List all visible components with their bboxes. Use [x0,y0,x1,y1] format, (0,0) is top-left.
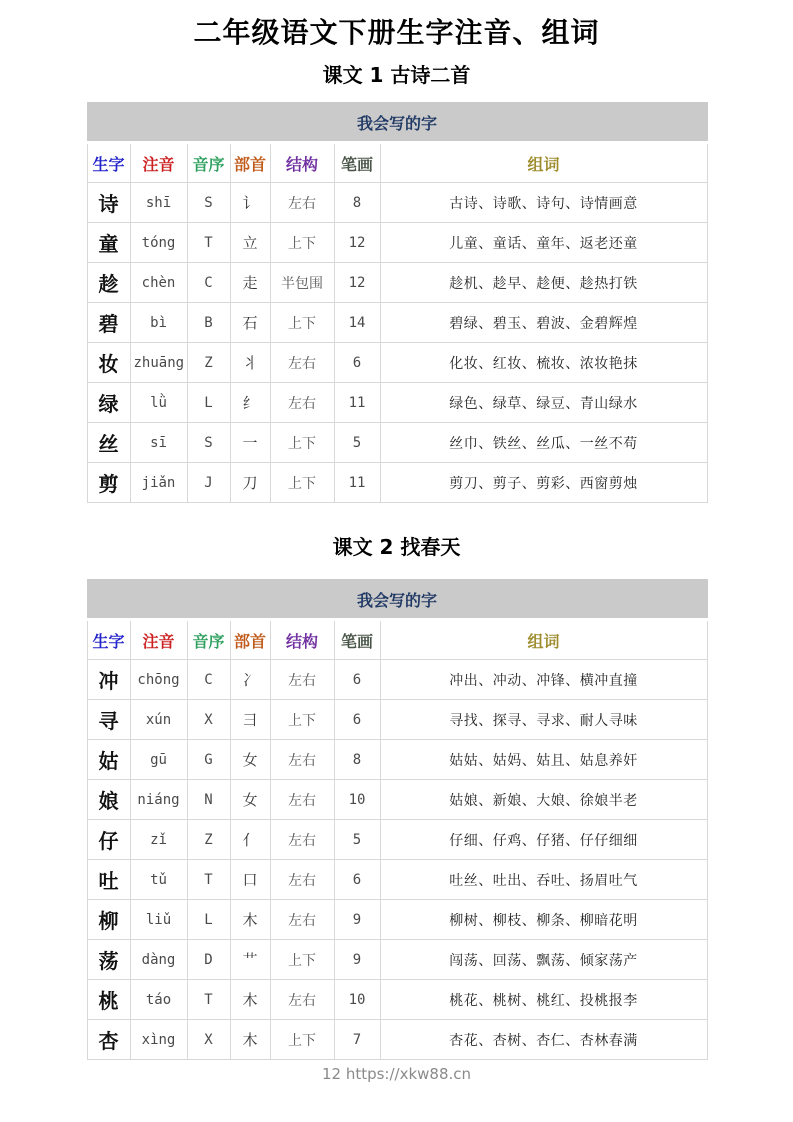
cell-initial: L [187,383,230,423]
cell-words: 丝巾、铁丝、丝瓜、一丝不苟 [380,423,707,463]
cell-hanzi: 荡 [87,940,130,980]
page-footer: 12 https://xkw88.cn [321,1065,472,1083]
cell-initial: C [187,263,230,303]
cell-pinyin: xún [130,700,187,740]
cell-hanzi: 碧 [87,303,130,343]
table-row [87,900,707,940]
cell-pinyin: liǔ [130,900,187,940]
column-header-strokes: 笔画 [334,143,380,183]
cell-structure: 上下 [270,1020,334,1060]
cell-structure: 上下 [270,940,334,980]
cell-initial: N [187,780,230,820]
cell-radical: 女 [230,780,270,820]
cell-structure: 左右 [270,820,334,860]
cell-pinyin: dàng [130,940,187,980]
cell-pinyin: tóng [130,223,187,263]
column-header-pinyin: 注音 [130,620,187,660]
cell-hanzi: 仔 [87,820,130,860]
cell-pinyin: xìng [130,1020,187,1060]
column-header-radical: 部首 [230,620,270,660]
cell-words: 碧绿、碧玉、碧波、金碧辉煌 [380,303,707,343]
cell-words: 儿童、童话、童年、返老还童 [380,223,707,263]
cell-strokes: 6 [334,860,380,900]
table-row [87,423,707,463]
cell-structure: 左右 [270,900,334,940]
cell-words: 冲出、冲动、冲锋、横冲直撞 [380,660,707,700]
cell-radical: 木 [230,980,270,1020]
table-row [87,303,707,343]
lesson-2-title: 课文 2 找春天 [332,535,461,559]
cell-pinyin: bì [130,303,187,343]
cell-strokes: 10 [334,980,380,1020]
cell-pinyin: tǔ [130,860,187,900]
cell-initial: Z [187,820,230,860]
cell-words: 化妆、红妆、梳妆、浓妆艳抹 [380,343,707,383]
column-header-initial: 音序 [187,143,230,183]
cell-strokes: 6 [334,700,380,740]
column-header-words: 组词 [380,143,707,183]
cell-structure: 上下 [270,700,334,740]
cell-words: 闯荡、回荡、飘荡、倾家荡产 [380,940,707,980]
table-row [87,940,707,980]
column-header-pinyin: 注音 [130,143,187,183]
table-title: 我会写的字 [87,103,707,143]
table-row [87,343,707,383]
cell-strokes: 10 [334,780,380,820]
table-title-row [87,580,707,620]
cell-words: 桃花、桃树、桃红、投桃报李 [380,980,707,1020]
cell-words: 古诗、诗歌、诗句、诗情画意 [380,183,707,223]
cell-initial: L [187,900,230,940]
cell-structure: 半包围 [270,263,334,303]
cell-pinyin: lǜ [130,383,187,423]
cell-pinyin: zǐ [130,820,187,860]
cell-initial: B [187,303,230,343]
cell-initial: C [187,660,230,700]
cell-radical: 木 [230,900,270,940]
lesson-1-table-wrap [87,102,707,503]
cell-hanzi: 吐 [87,860,130,900]
cell-hanzi: 寻 [87,700,130,740]
column-header-strokes: 笔画 [334,620,380,660]
lesson-1-character-table [87,102,708,503]
cell-strokes: 12 [334,223,380,263]
cell-strokes: 6 [334,343,380,383]
cell-structure: 左右 [270,780,334,820]
cell-radical: 讠 [230,183,270,223]
cell-structure: 左右 [270,740,334,780]
cell-pinyin: niáng [130,780,187,820]
cell-initial: S [187,423,230,463]
cell-hanzi: 姑 [87,740,130,780]
cell-initial: T [187,223,230,263]
lesson-2-character-table [87,579,708,1060]
cell-radical: 石 [230,303,270,343]
cell-pinyin: sī [130,423,187,463]
cell-radical: 冫 [230,660,270,700]
column-header-hanzi: 生字 [87,620,130,660]
cell-hanzi: 绿 [87,383,130,423]
cell-radical: 口 [230,860,270,900]
column-header-initial: 音序 [187,620,230,660]
cell-initial: T [187,860,230,900]
cell-structure: 左右 [270,980,334,1020]
cell-strokes: 9 [334,940,380,980]
table-row [87,660,707,700]
column-header-radical: 部首 [230,143,270,183]
cell-strokes: 9 [334,900,380,940]
cell-words: 仔细、仔鸡、仔猪、仔仔细细 [380,820,707,860]
cell-hanzi: 杏 [87,1020,130,1060]
cell-pinyin: chèn [130,263,187,303]
cell-radical: 立 [230,223,270,263]
cell-structure: 左右 [270,343,334,383]
cell-structure: 左右 [270,183,334,223]
column-header-row [87,620,707,660]
table-row [87,263,707,303]
cell-words: 剪刀、剪子、剪彩、西窗剪烛 [380,463,707,503]
cell-pinyin: gū [130,740,187,780]
cell-strokes: 11 [334,383,380,423]
cell-strokes: 5 [334,820,380,860]
cell-initial: Z [187,343,230,383]
cell-hanzi: 冲 [87,660,130,700]
cell-pinyin: chōng [130,660,187,700]
cell-radical: 纟 [230,383,270,423]
cell-hanzi: 丝 [87,423,130,463]
column-header-structure: 结构 [270,143,334,183]
cell-strokes: 12 [334,263,380,303]
cell-initial: X [187,700,230,740]
cell-hanzi: 娘 [87,780,130,820]
cell-hanzi: 妆 [87,343,130,383]
cell-radical: 木 [230,1020,270,1060]
cell-initial: D [187,940,230,980]
table-row [87,740,707,780]
cell-words: 寻找、探寻、寻求、耐人寻味 [380,700,707,740]
cell-strokes: 5 [334,423,380,463]
cell-words: 吐丝、吐出、吞吐、扬眉吐气 [380,860,707,900]
cell-words: 姑娘、新娘、大娘、徐娘半老 [380,780,707,820]
cell-pinyin: jiǎn [130,463,187,503]
cell-hanzi: 趁 [87,263,130,303]
cell-words: 趁机、趁早、趁便、趁热打铁 [380,263,707,303]
cell-strokes: 8 [334,740,380,780]
cell-initial: X [187,1020,230,1060]
cell-structure: 上下 [270,223,334,263]
cell-words: 柳树、柳枝、柳条、柳暗花明 [380,900,707,940]
lesson-1-title: 课文 1 古诗二首 [322,63,471,87]
cell-radical: 刀 [230,463,270,503]
table-row [87,860,707,900]
cell-radical: 艹 [230,940,270,980]
cell-initial: J [187,463,230,503]
cell-hanzi: 童 [87,223,130,263]
table-row [87,980,707,1020]
cell-structure: 左右 [270,860,334,900]
cell-strokes: 7 [334,1020,380,1060]
cell-structure: 上下 [270,423,334,463]
table-title-row [87,103,707,143]
cell-initial: S [187,183,230,223]
table-title: 我会写的字 [87,580,707,620]
table-row [87,223,707,263]
column-header-words: 组词 [380,620,707,660]
cell-pinyin: zhuāng [130,343,187,383]
cell-structure: 左右 [270,383,334,423]
cell-initial: T [187,980,230,1020]
table-row [87,780,707,820]
page-title: 二年级语文下册生字注音、组词 [193,16,600,49]
table-row [87,820,707,860]
cell-hanzi: 桃 [87,980,130,1020]
cell-radical: 走 [230,263,270,303]
cell-structure: 左右 [270,660,334,700]
table-row [87,383,707,423]
cell-radical: 一 [230,423,270,463]
cell-strokes: 14 [334,303,380,343]
cell-hanzi: 剪 [87,463,130,503]
lesson-2-table-wrap [87,579,707,1060]
cell-radical: 彐 [230,700,270,740]
cell-radical: 女 [230,740,270,780]
cell-radical: 丬 [230,343,270,383]
cell-strokes: 8 [334,183,380,223]
cell-words: 杏花、杏树、杏仁、杏林春满 [380,1020,707,1060]
cell-structure: 上下 [270,463,334,503]
cell-strokes: 11 [334,463,380,503]
cell-strokes: 6 [334,660,380,700]
cell-structure: 上下 [270,303,334,343]
cell-words: 姑姑、姑妈、姑且、姑息养奸 [380,740,707,780]
cell-hanzi: 柳 [87,900,130,940]
table-row [87,700,707,740]
column-header-row [87,143,707,183]
cell-pinyin: táo [130,980,187,1020]
cell-words: 绿色、绿草、绿豆、青山绿水 [380,383,707,423]
cell-initial: G [187,740,230,780]
cell-radical: 亻 [230,820,270,860]
cell-hanzi: 诗 [87,183,130,223]
table-row [87,183,707,223]
table-row [87,1020,707,1060]
column-header-structure: 结构 [270,620,334,660]
column-header-hanzi: 生字 [87,143,130,183]
table-row [87,463,707,503]
cell-pinyin: shī [130,183,187,223]
